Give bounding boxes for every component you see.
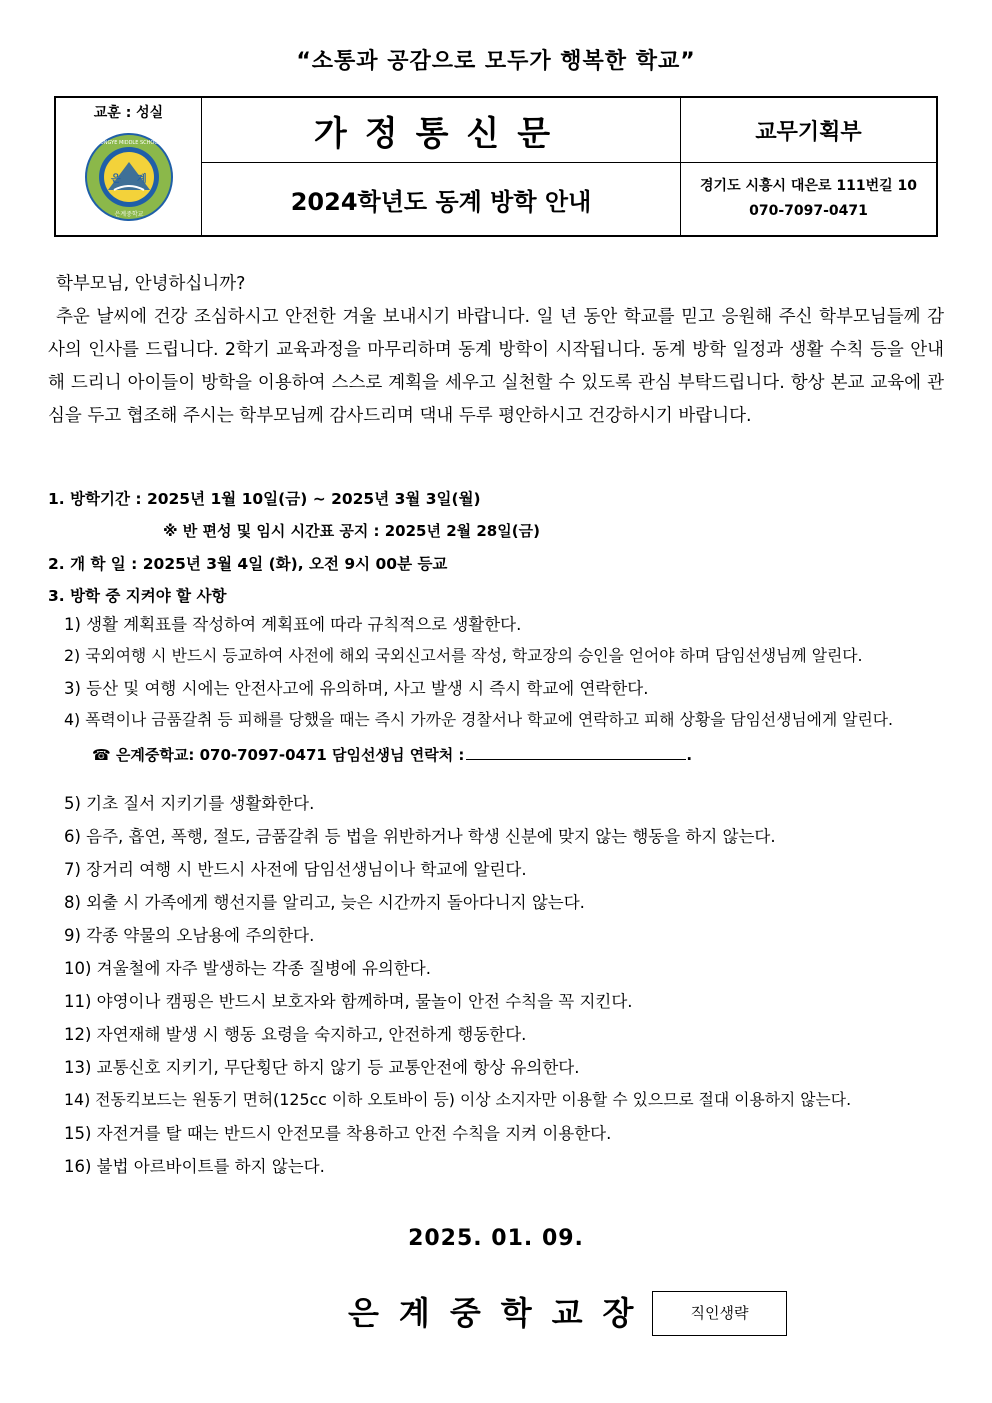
rule-item: 12) 자연재해 발생 시 행동 요령을 숙지하고, 안전하게 행동한다. <box>64 1025 527 1044</box>
rule-item: 1) 생활 계획표를 작성하여 계획표에 따라 규칙적으로 생활한다. <box>64 615 522 634</box>
rule-item: 2) 국외여행 시 반드시 등교하여 사전에 해외 국외신고서를 작성, 학교장의 승인을 얻어야 하며 담임선생님께 알린다. <box>64 646 863 665</box>
emblem-cell <box>55 97 202 236</box>
intro-section <box>48 268 944 433</box>
rule-item: 3) 등산 및 여행 시에는 안전사고에 유의하며, 사고 발생 시 즉시 학교에 연락한다. <box>64 679 649 698</box>
rule-item: 10) 겨울철에 자주 발생하는 각종 질병에 유의한다. <box>64 959 431 978</box>
rule-item: 6) 음주, 흡연, 폭행, 절도, 금품갈취 등 법을 위반하거나 학생 신분에 맞지 않는 행동을 하지 않는다. <box>64 827 776 846</box>
emblem-left-text: 은 <box>110 173 121 185</box>
letter-header <box>54 96 938 237</box>
class-notice: ※ 반 편성 및 임시 시간표 공지 : 2025년 2월 28일(금) <box>163 522 540 540</box>
rule-item: 14) 전동킥보드는 원동기 면허(125cc 이하 오토바이 등) 이상 소지자만 이용할 수 있으므로 절대 이용하지 않는다. <box>64 1090 852 1109</box>
title-cell <box>202 97 681 163</box>
emblem-right-text: 계 <box>136 173 147 185</box>
rule-item: 11) 야영이나 캠핑은 반드시 보호자와 함께하며, 물놀이 안전 수칙을 꼭 지킨다. <box>64 992 633 1011</box>
rules-title: 3. 방학 중 지켜야 할 사항 <box>48 587 227 605</box>
vacation-period: 1. 방학기간 : 2025년 1월 10일(금) ~ 2025년 3월 3일(월) <box>48 490 481 508</box>
department-label: 교무기획부 <box>681 97 938 163</box>
intro-body: 추운 날씨에 건강 조심하시고 안전한 겨울 보내시기 바랍니다. 일 년 동안 학교를 믿고 응원해 주신 학부모님들께 감사의 인사를 드립니다. 2학기 교육과정을 마무리하며 동계 방학이 시작됩니다. 동계 방학 일정과 생활 수칙 등을 안내해 드리니 아이들이 방학을 이용하여 스스로 계획을 세우고 실천할 수 있도록 관심 부탁드립니다. 항상 본교 교육에 관심을 두고 협조해 주시는 학부모님께 감사드리며 댁내 두루 평안하시고 건강하시기 바랍니다. <box>48 307 944 426</box>
rule-item: 8) 외출 시 가족에게 행선지를 알리고, 늦은 시간까지 돌아다니지 않는다. <box>64 893 585 912</box>
school-motto-label: 교훈 : 성실 <box>93 104 164 121</box>
contact-text: ☎ 은계중학교: 070-7097-0471 담임선생님 연락처 : <box>92 746 465 764</box>
principal-signature: 은계중학교장 <box>348 1294 654 1332</box>
page-subtitle: 2024학년도 동계 방학 안내 <box>290 187 592 216</box>
rule-item: 13) 교통신호 지키기, 무단횡단 하지 않기 등 교통안전에 항상 유의한다. <box>64 1058 580 1077</box>
school-motto-banner: “소통과 공감으로 모두가 행복한 학교” <box>296 49 696 74</box>
rule-item: 5) 기초 질서 지키기를 생활화한다. <box>64 794 315 813</box>
contact-line <box>92 744 692 765</box>
seal-omitted-box: 직인생략 <box>652 1291 787 1336</box>
emblem-bottom-text: 은계중학교 <box>114 210 143 218</box>
greeting: 학부모님, 안녕하십니까? <box>56 274 246 294</box>
school-address: 경기도 시흥시 대은로 111번길 10 <box>700 178 917 194</box>
opening-date: 2. 개 학 일 : 2025년 3월 4일 (화), 오전 9시 00분 등교 <box>48 555 448 573</box>
school-emblem-icon <box>84 132 174 222</box>
rule-item: 16) 불법 아르바이트를 하지 않는다. <box>64 1157 325 1176</box>
page-title: 가정통신문 <box>313 113 569 154</box>
school-phone: 070-7097-0471 <box>749 203 868 219</box>
rule-item: 15) 자전거를 탈 때는 반드시 안전모를 착용하고 안전 수칙을 지켜 이용한다. <box>64 1124 612 1143</box>
rule-item: 9) 각종 약물의 오남용에 주의한다. <box>64 926 315 945</box>
emblem-top-text: EUNGYE MIDDLE SCHOOL <box>96 139 161 146</box>
rule-item: 4) 폭력이나 금품갈취 등 피해를 당했을 때는 즉시 가까운 경찰서나 학교에 연락하고 피해 상황을 담임선생님에게 알린다. <box>64 710 894 729</box>
contact-end-mark: . <box>686 746 693 764</box>
address-cell <box>681 163 938 237</box>
rule-item: 7) 장거리 여행 시 반드시 사전에 담임선생님이나 학교에 알린다. <box>64 860 527 879</box>
teacher-contact-blank <box>466 745 686 760</box>
issue-date: 2025. 01. 09. <box>408 1226 584 1251</box>
subtitle-cell <box>202 163 681 237</box>
